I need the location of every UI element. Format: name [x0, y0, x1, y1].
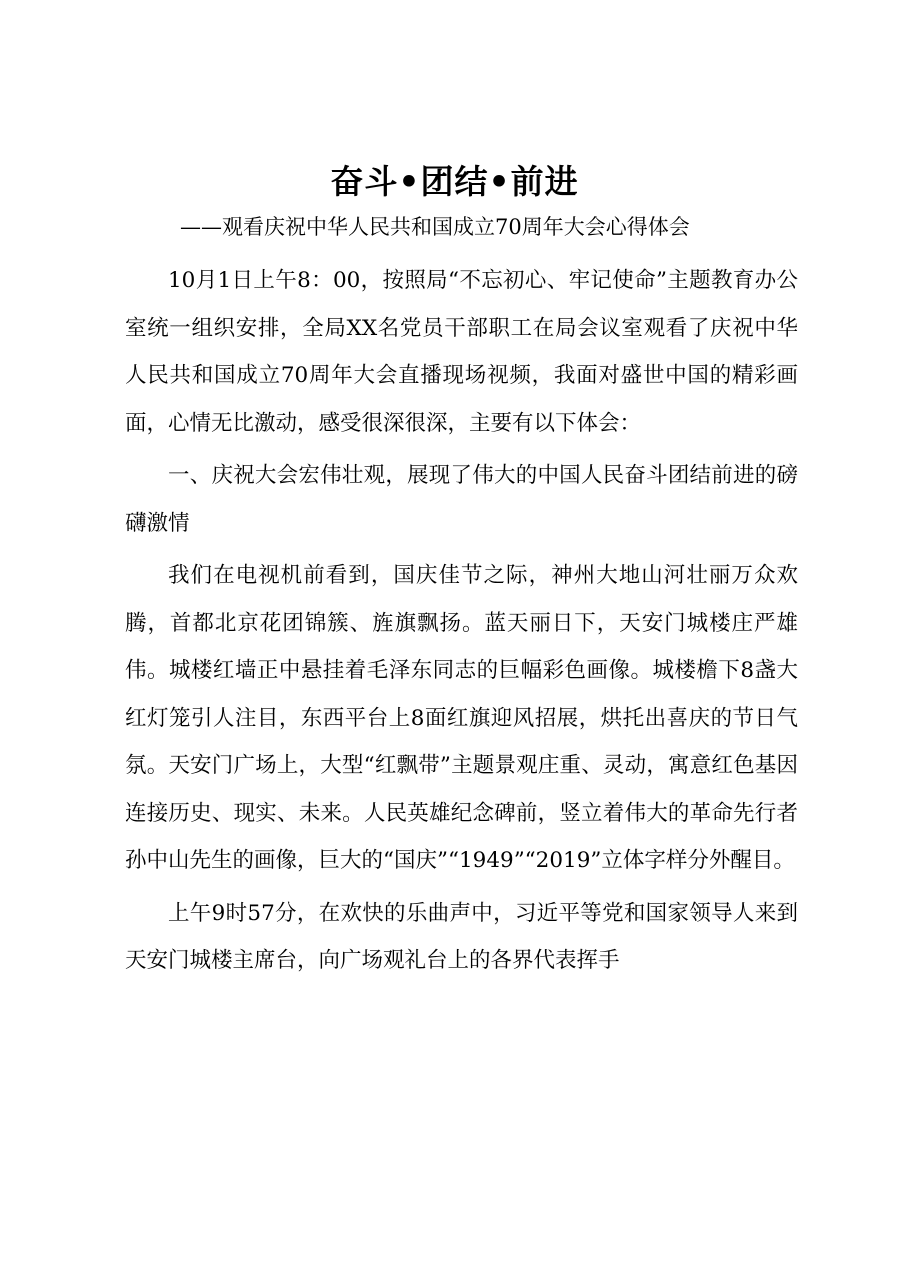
- paragraph-heading-one: 一、庆祝大会宏伟壮观，展现了伟大的中国人民奋斗团结前进的磅礴激情: [125, 463, 798, 536]
- document-body: [125, 257, 798, 985]
- document-title: 奋斗•团结•前进: [330, 162, 579, 201]
- paragraph-intro: 10月1日上午8：00，按照局“不忘初心、牢记使命”主题教育办公室统一组织安排，全局XX名党员干部职工在局会议室观看了庆祝中华人民共和国成立70周年大会直播现场视频，我面对盛世中国的精彩画面，心情无比激动，感受很深很深，主要有以下体会：: [125, 268, 798, 436]
- paragraph-ceremony-scene: 我们在电视机前看到，国庆佳节之际，神州大地山河壮丽万众欢腾，首都北京花团锦簇、旌旗飘扬。蓝天丽日下，天安门城楼庄严雄伟。城楼红墙正中悬挂着毛泽东同志的巨幅彩色画像。城楼檐下8盏大红灯笼引人注目，东西平台上8面红旗迎风招展，烘托出喜庆的节日气氛。天安门广场上，大型“红飘带”主题景观庄重、灵动，寓意红色基因连接历史、现实、未来。人民英雄纪念碑前，竖立着伟大的革命先行者孙中山先生的画像，巨大的“国庆”“1949”“2019”立体字样分外醒目。: [125, 563, 798, 873]
- paragraph-leaders-arrive: 上午9时57分，在欢快的乐曲声中，习近平等党和国家领导人来到天安门城楼主席台，向广场观礼台上的各界代表挥手: [125, 900, 798, 973]
- document-subtitle: ——观看庆祝中华人民共和国成立70周年大会心得体会: [180, 215, 690, 239]
